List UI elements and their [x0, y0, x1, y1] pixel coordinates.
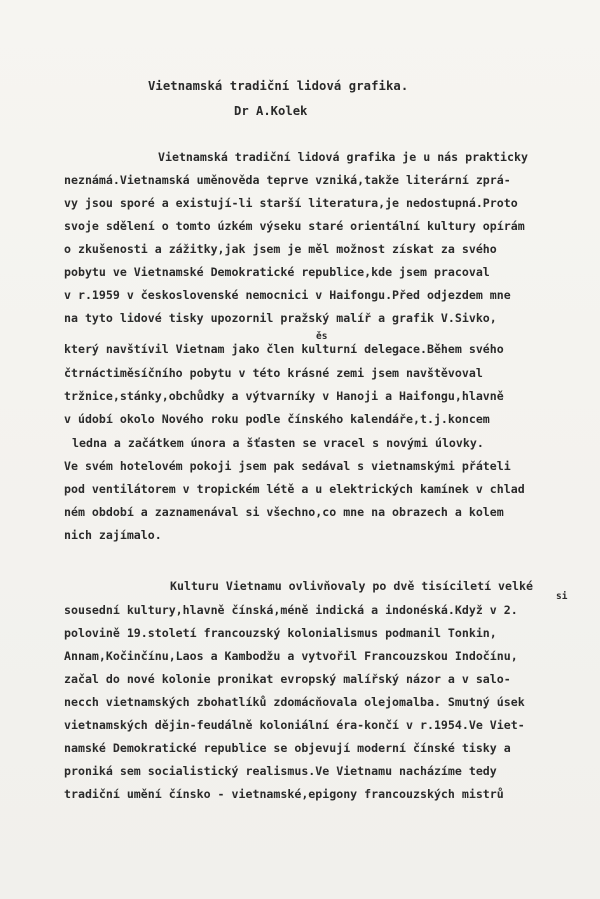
document-author: Dr A.Kolek [234, 104, 308, 118]
text-line: který navštívil Vietnam jako člen kulturní delegace.Během svého [64, 342, 504, 356]
text-line: začal do nové kolonie pronikat evropský malířský názor a v salo- [64, 672, 511, 686]
text-line: nich zajímalo. [64, 528, 162, 542]
text-line: v údobí okolo Nového roku podle čínského kalendáře,t.j.koncem [64, 412, 490, 426]
text-line: svoje sdělení o tomto úzkém výseku staré orientální kultury opírám [64, 219, 525, 233]
text-line: ném období a zaznamenával si všechno,co mne na obrazech a kolem [64, 505, 504, 519]
text-line: namské Demokratické republice se objevují moderní čínské tisky a [64, 741, 511, 755]
text-line: tržnice,stánky,obchůdky a výtvarníky v Hanoji a Haifongu,hlavně [64, 389, 504, 403]
text-line: v r.1959 v československé nemocnici v Haifongu.Před odjezdem mne [64, 288, 511, 302]
text-line: o zkušenosti a zážitky,jak jsem je měl možnost získat za svého [64, 242, 497, 256]
text-line: polovině 19.století francouzský kolonialismus podmanil Tonkin, [64, 626, 497, 640]
text-line: čtrnáctiměsíčního pobytu v této krásné zemi jsem navštěvoval [64, 366, 483, 380]
text-line: necch vietnamských zbohatlíků zdomácňovala olejomalba. Smutný úsek [64, 695, 525, 709]
text-line: Kulturu Vietnamu ovlivňovaly po dvě tisíciletí velké [170, 579, 533, 593]
text-line: na tyto lidové tisky upozornil pražský malíř a grafik V.Sivko, [64, 311, 497, 325]
text-line: Annam,Kočinčínu,Laos a Kambodžu a vytvořil Francouzskou Indočínu, [64, 649, 518, 663]
text-line: vy jsou sporé a existují-li starší literatura,je nedostupná.Proto [64, 196, 518, 210]
text-line: sousední kultury,hlavně čínská,méně indická a indonéská.Když v 2. [64, 603, 518, 617]
text-line: vietnamských dějin-feudálně koloniální éra-končí v r.1954.Ve Viet- [64, 718, 525, 732]
handwritten-insert-es: ěs [316, 331, 328, 342]
document-title: Vietnamská tradiční lidová grafika. [148, 79, 409, 93]
text-line: pobytu ve Vietnamské Demokratické republice,kde jsem pracoval [64, 265, 490, 279]
text-line: proniká sem socialistický realismus.Ve Vietnamu nacházíme tedy [64, 764, 497, 778]
handwritten-insert-si: si [556, 591, 568, 602]
text-line: Vietnamská tradiční lidová grafika je u nás prakticky [158, 150, 528, 164]
text-line: pod ventilátorem v tropickém létě a u elektrických kamínek v chlad [64, 482, 525, 496]
text-line: ledna a začátkem února a šťasten se vracel s novými úlovky. [72, 436, 484, 450]
text-line: Ve svém hotelovém pokoji jsem pak sedával s vietnamskými přáteli [64, 459, 511, 473]
text-line: neznámá.Vietnamská uměnověda teprve vzniká,takže literární zprá- [64, 173, 511, 187]
text-line: tradiční umění čínsko - vietnamské,epigony francouzských mistrů [64, 787, 504, 801]
